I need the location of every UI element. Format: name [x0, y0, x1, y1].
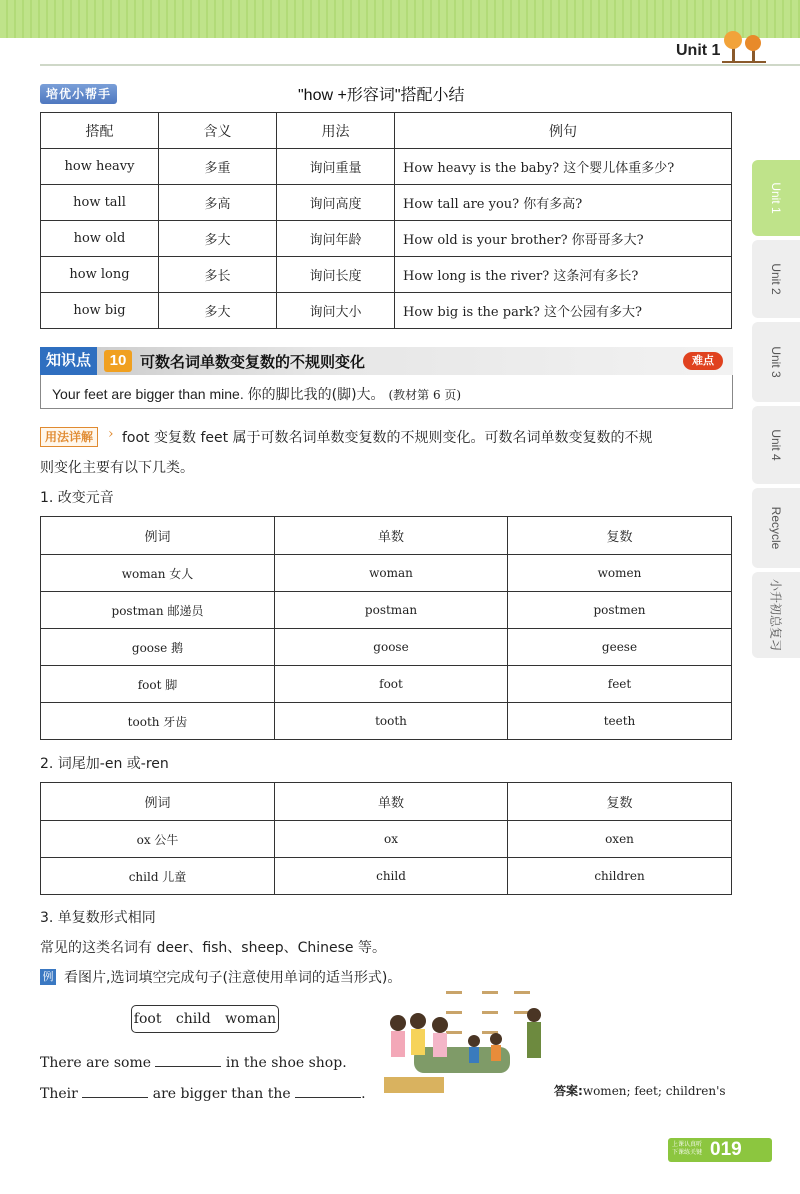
- chevron-right-icon: ›: [108, 426, 114, 442]
- tab-label: 小升初总复习: [768, 578, 783, 652]
- table-cell: postmen: [508, 592, 732, 629]
- table-cell: how big: [41, 293, 159, 329]
- header-rule: [40, 64, 800, 66]
- table-cell: feet: [508, 666, 732, 703]
- table-cell: 询问高度: [277, 185, 395, 221]
- table-cell: teeth: [508, 703, 732, 740]
- footer-slogan-2: 下课练关键: [672, 1149, 703, 1156]
- table-row: [41, 592, 732, 629]
- usage-badge: 用法详解: [40, 427, 98, 447]
- table-cell: 询问重量: [277, 149, 395, 185]
- knowledge-point-label: 知识点: [40, 347, 97, 375]
- table-cell: 多长: [159, 257, 277, 293]
- answer-blank[interactable]: [295, 1084, 361, 1098]
- answer-text: women; feet; children's: [582, 1084, 726, 1098]
- column-header: 单数: [275, 517, 508, 555]
- key-sentence-en: Your feet are bigger than mine.: [52, 386, 244, 402]
- table-cell: how heavy: [41, 149, 159, 185]
- table-row: [41, 293, 732, 329]
- column-header: 例词: [41, 517, 275, 555]
- table-cell: postman 邮递员: [41, 592, 275, 629]
- table-cell: 多大: [159, 293, 277, 329]
- table-cell: ox 公牛: [41, 821, 275, 858]
- table-row: [41, 257, 732, 293]
- table-row: [41, 221, 732, 257]
- section-heading: 1. 改变元音: [40, 490, 114, 506]
- question-text: There are some: [40, 1055, 152, 1071]
- answer-blank[interactable]: [82, 1084, 148, 1098]
- footer-slogan-1: 上课认真听: [672, 1141, 703, 1148]
- page-number-badge: [668, 1138, 772, 1162]
- textbook-reference: (教材第 6 页): [388, 388, 462, 402]
- table-row: [41, 555, 732, 592]
- table-cell: 多重: [159, 149, 277, 185]
- table-cell: postman: [275, 592, 508, 629]
- table-cell: goose: [275, 629, 508, 666]
- question-1: [40, 1053, 347, 1071]
- page-number: 019: [710, 1139, 742, 1160]
- table-cell: tooth: [275, 703, 508, 740]
- tab-unit-4[interactable]: [752, 406, 800, 484]
- tab-unit-3[interactable]: [752, 322, 800, 402]
- tree-icon: [722, 26, 766, 64]
- table-cell: How old is your brother? 你哥哥多大?: [395, 221, 732, 257]
- example-instruction: 看图片,选词填空完成句子(注意使用单词的适当形式)。: [64, 970, 402, 986]
- tab-label: Unit 4: [769, 429, 783, 461]
- question-text: .: [361, 1086, 366, 1102]
- footer-slogan: [672, 1141, 702, 1157]
- table-row: [41, 185, 732, 221]
- table-cell: tooth 牙齿: [41, 703, 275, 740]
- tab-unit-2[interactable]: [752, 240, 800, 318]
- table-cell: goose 鹅: [41, 629, 275, 666]
- table-header-row: [41, 517, 732, 555]
- knowledge-point-number: 10: [104, 350, 132, 372]
- tab-unit-1[interactable]: [752, 160, 800, 236]
- answer-blank[interactable]: [155, 1053, 221, 1067]
- table-cell: how old: [41, 221, 159, 257]
- section-heading: 3. 单复数形式相同: [40, 910, 156, 926]
- table-cell: How big is the park? 这个公园有多大?: [395, 293, 732, 329]
- column-header: 搭配: [41, 113, 159, 149]
- table-cell: how long: [41, 257, 159, 293]
- table-cell: How long is the river? 这条河有多长?: [395, 257, 732, 293]
- column-header: 例词: [41, 783, 275, 821]
- table-cell: woman: [275, 555, 508, 592]
- key-sentence: [52, 384, 461, 404]
- example-badge: 例: [40, 969, 56, 985]
- section-heading: 2. 词尾加-en 或-ren: [40, 756, 169, 772]
- table-cell: children: [508, 858, 732, 895]
- vowel-change-table: [40, 516, 732, 740]
- answer-label: 答案:: [554, 1084, 583, 1098]
- column-header: 含义: [159, 113, 277, 149]
- difficulty-badge: 难点: [683, 352, 723, 370]
- table-row: [41, 149, 732, 185]
- question-text: are bigger than the: [152, 1086, 291, 1102]
- knowledge-point-title: 可数名词单数变复数的不规则变化: [140, 354, 366, 371]
- tab-label: Unit 3: [769, 346, 783, 378]
- tab-label: Unit 2: [769, 263, 783, 295]
- table-row: [41, 821, 732, 858]
- question-2: [40, 1084, 366, 1102]
- column-header: 复数: [508, 517, 732, 555]
- table-cell: child: [275, 858, 508, 895]
- tab-recycle[interactable]: [752, 488, 800, 568]
- helper-badge: 培优小帮手: [40, 84, 117, 104]
- table-cell: child 儿童: [41, 858, 275, 895]
- table-row: [41, 629, 732, 666]
- table-cell: foot: [275, 666, 508, 703]
- column-header: 例句: [395, 113, 732, 149]
- section-text: 常见的这类名词有 deer、fish、sheep、Chinese 等。: [40, 940, 386, 956]
- tab-review[interactable]: [752, 572, 800, 658]
- table-cell: 多高: [159, 185, 277, 221]
- table-cell: oxen: [508, 821, 732, 858]
- table-cell: foot 脚: [41, 666, 275, 703]
- table-header-row: [41, 113, 732, 149]
- table-cell: 多大: [159, 221, 277, 257]
- tab-label: Unit 1: [769, 182, 783, 214]
- how-adjective-table: [40, 112, 732, 329]
- table-header-row: [41, 783, 732, 821]
- word-bank: foot child woman: [131, 1005, 279, 1033]
- usage-line-2: 则变化主要有以下几类。: [40, 460, 194, 476]
- table-cell: 询问长度: [277, 257, 395, 293]
- unit-label: Unit 1: [676, 42, 721, 59]
- tab-label: Recycle: [769, 506, 783, 550]
- column-header: 复数: [508, 783, 732, 821]
- question-text: in the shoe shop.: [225, 1055, 347, 1071]
- table-row: [41, 703, 732, 740]
- en-ending-table: [40, 782, 732, 895]
- table-cell: How heavy is the baby? 这个婴儿体重多少?: [395, 149, 732, 185]
- header-band: [0, 0, 800, 38]
- table-cell: women: [508, 555, 732, 592]
- question-text: Their: [40, 1086, 78, 1102]
- usage-line-1: foot 变复数 feet 属于可数名词单数变复数的不规则变化。可数名词单数变复数的不规: [122, 430, 653, 446]
- helper-title: "how +形容词"搭配小结: [298, 87, 465, 104]
- table-row: [41, 858, 732, 895]
- table-cell: ox: [275, 821, 508, 858]
- table-cell: geese: [508, 629, 732, 666]
- column-header: 单数: [275, 783, 508, 821]
- table-cell: 询问年龄: [277, 221, 395, 257]
- table-cell: how tall: [41, 185, 159, 221]
- table-cell: How tall are you? 你有多高?: [395, 185, 732, 221]
- table-row: [41, 666, 732, 703]
- shoe-shop-illustration: [384, 985, 552, 1095]
- key-sentence-cn: 你的脚比我的(脚)大。: [247, 387, 385, 403]
- answer: [554, 1082, 726, 1099]
- table-cell: 询问大小: [277, 293, 395, 329]
- column-header: 用法: [277, 113, 395, 149]
- table-cell: woman 女人: [41, 555, 275, 592]
